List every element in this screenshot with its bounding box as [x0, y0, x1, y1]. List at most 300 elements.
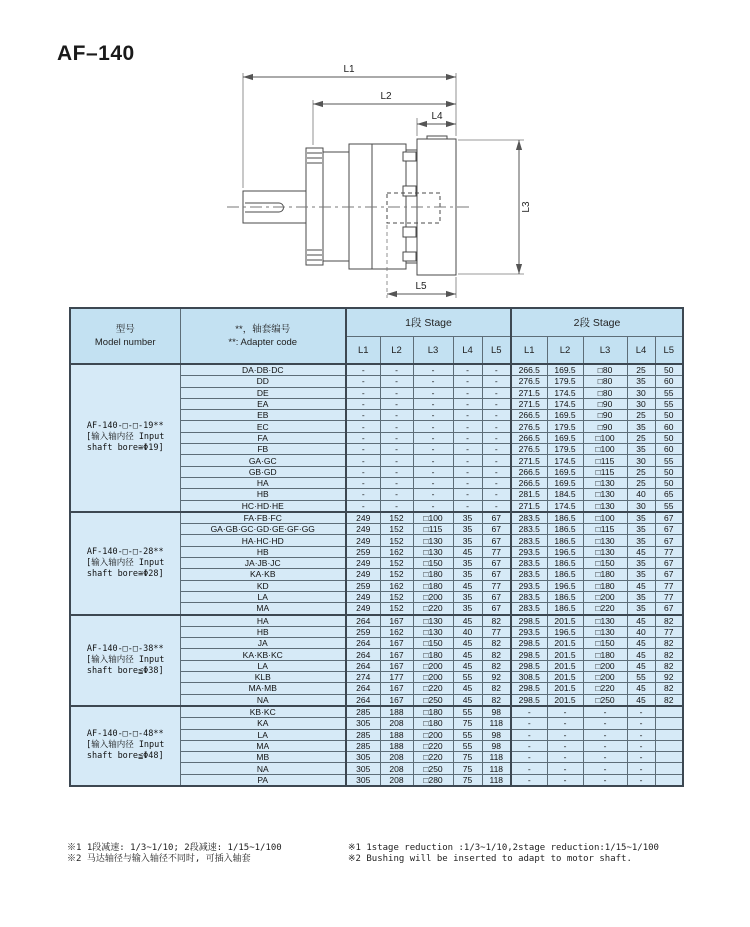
stage1-l4-cell: - — [453, 421, 482, 432]
model-cell: AF-140-□-□-48** [输入轴内径 Input shaft bore≦Φ48] — [70, 706, 180, 786]
stage1-l3-cell: □220 — [413, 683, 453, 694]
stage1-l5-cell: 77 — [482, 626, 511, 637]
stage1-l2-cell: 167 — [380, 649, 413, 660]
stage1-l5-cell: 77 — [482, 580, 511, 591]
stage1-l4-cell: 45 — [453, 615, 482, 627]
adapter-code-cell: DE — [180, 387, 346, 398]
stage1-l1-cell: 305 — [346, 774, 380, 786]
stage1-l1-cell: 249 — [346, 535, 380, 546]
stage2-l4-cell: 45 — [627, 615, 655, 627]
stage1-l5-cell: 77 — [482, 546, 511, 557]
stage2-l1-cell: - — [511, 752, 547, 763]
stage1-l5-cell: - — [482, 489, 511, 500]
stage1-l3-cell: - — [413, 364, 453, 376]
stage1-l1-cell: - — [346, 398, 380, 409]
stage2-l2-cell: 179.5 — [547, 444, 583, 455]
stage2-l4-cell: 45 — [627, 683, 655, 694]
stage1-l5-cell: 118 — [482, 752, 511, 763]
adapter-code-cell: GA·GB·GC·GD·GE·GF·GG — [180, 524, 346, 535]
stage1-l3-cell: □180 — [413, 718, 453, 729]
stage1-l2-cell: - — [380, 387, 413, 398]
stage2-l4-cell: - — [627, 740, 655, 751]
stage2-l4-cell: 35 — [627, 444, 655, 455]
stage1-l2-cell: - — [380, 466, 413, 477]
stage1-l1-cell: 259 — [346, 580, 380, 591]
stage1-l2-cell: 208 — [380, 752, 413, 763]
stage2-l5-cell: 50 — [655, 432, 683, 443]
stage2-l5-cell: 82 — [655, 649, 683, 660]
stage1-l5-cell: 67 — [482, 569, 511, 580]
header-s2-l2: L2 — [547, 337, 583, 365]
stage2-l5-cell: 92 — [655, 672, 683, 683]
stage1-l4-cell: 55 — [453, 729, 482, 740]
stage1-l5-cell: - — [482, 421, 511, 432]
stage1-l1-cell: 285 — [346, 729, 380, 740]
stage2-l3-cell: □250 — [583, 694, 627, 706]
stage1-l3-cell: □200 — [413, 591, 453, 602]
stage1-l5-cell: 118 — [482, 774, 511, 786]
header-adapter-en: **: Adapter code — [228, 337, 298, 348]
stage1-l3-cell: - — [413, 466, 453, 477]
stage1-l1-cell: - — [346, 376, 380, 387]
stage2-l4-cell: 45 — [627, 660, 655, 671]
stage2-l3-cell: - — [583, 763, 627, 774]
stage2-l5-cell: 50 — [655, 410, 683, 421]
stage2-l2-cell: 201.5 — [547, 649, 583, 660]
stage1-l3-cell: □130 — [413, 535, 453, 546]
stage2-l4-cell: 35 — [627, 376, 655, 387]
stage2-l4-cell: 30 — [627, 500, 655, 512]
stage1-l1-cell: - — [346, 410, 380, 421]
footnote-en-1: ※1 1stage reduction :1/3~1/10,2stage reduction:1/15~1/100 — [348, 843, 659, 853]
stage2-l1-cell: 276.5 — [511, 421, 547, 432]
stage2-l1-cell: 293.5 — [511, 580, 547, 591]
stage1-l5-cell: - — [482, 432, 511, 443]
stage1-l4-cell: - — [453, 432, 482, 443]
dim-label-l1: L1 — [343, 64, 355, 75]
adapter-code-cell: JA·JB·JC — [180, 558, 346, 569]
stage2-l2-cell: 174.5 — [547, 455, 583, 466]
stage1-l3-cell: □220 — [413, 603, 453, 615]
footnotes-en — [348, 843, 659, 865]
stage1-l5-cell: - — [482, 410, 511, 421]
stage2-l4-cell: 35 — [627, 512, 655, 524]
stage1-l2-cell: - — [380, 364, 413, 376]
stage2-l5-cell — [655, 718, 683, 729]
header-adapter-code — [180, 308, 346, 364]
stage2-l4-cell: 30 — [627, 387, 655, 398]
stage1-l4-cell: 45 — [453, 638, 482, 649]
stage1-l4-cell: - — [453, 444, 482, 455]
stage2-l1-cell: 298.5 — [511, 694, 547, 706]
stage2-l2-cell: - — [547, 752, 583, 763]
adapter-code-cell: HB — [180, 489, 346, 500]
stage1-l1-cell: 305 — [346, 763, 380, 774]
stage1-l3-cell: - — [413, 432, 453, 443]
stage1-l5-cell: - — [482, 477, 511, 488]
stage2-l5-cell: 82 — [655, 660, 683, 671]
stage1-l5-cell: 98 — [482, 729, 511, 740]
stage1-l5-cell: 98 — [482, 740, 511, 751]
adapter-code-cell: HB — [180, 546, 346, 557]
stage2-l4-cell: 30 — [627, 455, 655, 466]
stage2-l1-cell: 283.5 — [511, 569, 547, 580]
stage1-l2-cell: 188 — [380, 706, 413, 718]
stage2-l5-cell — [655, 706, 683, 718]
stage2-l4-cell: 35 — [627, 524, 655, 535]
stage2-l1-cell: 271.5 — [511, 455, 547, 466]
footnote-cn-1: ※1 1段减速: 1/3~1/10; 2段减速: 1/15~1/100 — [67, 843, 282, 853]
stage1-l4-cell: - — [453, 455, 482, 466]
stage2-l3-cell: □115 — [583, 524, 627, 535]
header-s1-l2: L2 — [380, 337, 413, 365]
stage2-l5-cell: 65 — [655, 489, 683, 500]
stage1-l4-cell: - — [453, 477, 482, 488]
stage2-l3-cell: □200 — [583, 660, 627, 671]
header-s1-l4: L4 — [453, 337, 482, 365]
stage1-l5-cell: - — [482, 398, 511, 409]
stage1-l2-cell: 167 — [380, 683, 413, 694]
stage2-l1-cell: 293.5 — [511, 546, 547, 557]
stage1-l2-cell: 177 — [380, 672, 413, 683]
stage2-l4-cell: 25 — [627, 364, 655, 376]
stage1-l5-cell: - — [482, 500, 511, 512]
stage2-l3-cell: □100 — [583, 512, 627, 524]
stage1-l5-cell: - — [482, 376, 511, 387]
stage2-l1-cell: 298.5 — [511, 683, 547, 694]
stage1-l3-cell: - — [413, 421, 453, 432]
stage1-l2-cell: - — [380, 421, 413, 432]
stage2-l2-cell: 169.5 — [547, 477, 583, 488]
adapter-code-cell: HA — [180, 477, 346, 488]
dimensions-table — [69, 307, 684, 787]
stage2-l3-cell: □80 — [583, 376, 627, 387]
stage1-l5-cell: 67 — [482, 558, 511, 569]
model-cell: AF-140-□-□-28** [输入轴内径 Input shaft bore≅Φ28] — [70, 512, 180, 615]
stage1-l4-cell: 35 — [453, 591, 482, 602]
stage2-l5-cell: 55 — [655, 500, 683, 512]
stage2-l1-cell: 271.5 — [511, 398, 547, 409]
stage1-l2-cell: 167 — [380, 694, 413, 706]
stage2-l4-cell: 25 — [627, 432, 655, 443]
stage1-l2-cell: 152 — [380, 569, 413, 580]
stage2-l3-cell: □180 — [583, 569, 627, 580]
adapter-code-cell: EC — [180, 421, 346, 432]
stage1-l1-cell: - — [346, 500, 380, 512]
stage2-l1-cell: 283.5 — [511, 558, 547, 569]
stage1-l2-cell: - — [380, 376, 413, 387]
stage1-l5-cell: 67 — [482, 603, 511, 615]
stage2-l3-cell: □130 — [583, 477, 627, 488]
stage2-l5-cell: 67 — [655, 603, 683, 615]
stage1-l3-cell: - — [413, 387, 453, 398]
stage2-l2-cell: 196.5 — [547, 546, 583, 557]
stage2-l2-cell: 196.5 — [547, 580, 583, 591]
stage1-l5-cell: 82 — [482, 615, 511, 627]
stage1-l1-cell: 305 — [346, 752, 380, 763]
stage1-l5-cell: 67 — [482, 524, 511, 535]
header-model-cn: 型号 — [115, 324, 135, 335]
stage1-l2-cell: 152 — [380, 558, 413, 569]
stage1-l2-cell: - — [380, 500, 413, 512]
stage1-l5-cell: 67 — [482, 535, 511, 546]
stage1-l1-cell: 249 — [346, 569, 380, 580]
dim-label-l4: L4 — [431, 111, 443, 122]
stage2-l1-cell: 298.5 — [511, 638, 547, 649]
stage2-l3-cell: □180 — [583, 580, 627, 591]
adapter-code-cell: DD — [180, 376, 346, 387]
stage1-l4-cell: - — [453, 500, 482, 512]
stage2-l2-cell: 169.5 — [547, 364, 583, 376]
stage2-l5-cell: 50 — [655, 477, 683, 488]
stage1-l2-cell: - — [380, 477, 413, 488]
stage1-l1-cell: - — [346, 444, 380, 455]
header-s2-l3: L3 — [583, 337, 627, 365]
stage2-l1-cell: 298.5 — [511, 660, 547, 671]
stage1-l5-cell: 67 — [482, 512, 511, 524]
stage1-l3-cell: □150 — [413, 558, 453, 569]
stage1-l1-cell: 285 — [346, 706, 380, 718]
adapter-code-cell: HC·HD·HE — [180, 500, 346, 512]
adapter-code-cell: JA — [180, 638, 346, 649]
stage2-l2-cell: 169.5 — [547, 432, 583, 443]
stage2-l3-cell: □80 — [583, 364, 627, 376]
stage2-l5-cell: 77 — [655, 580, 683, 591]
stage2-l2-cell: 186.5 — [547, 558, 583, 569]
stage1-l5-cell: 118 — [482, 763, 511, 774]
stage2-l5-cell — [655, 740, 683, 751]
stage2-l1-cell: 281.5 — [511, 489, 547, 500]
stage1-l3-cell: □280 — [413, 774, 453, 786]
stage1-l3-cell: □130 — [413, 546, 453, 557]
stage1-l2-cell: 167 — [380, 638, 413, 649]
stage2-l3-cell: □220 — [583, 683, 627, 694]
dimension-drawing — [183, 50, 583, 312]
stage2-l4-cell: - — [627, 752, 655, 763]
stage2-l1-cell: 271.5 — [511, 387, 547, 398]
stage2-l2-cell: 186.5 — [547, 591, 583, 602]
stage2-l4-cell: 45 — [627, 649, 655, 660]
stage1-l5-cell: 82 — [482, 683, 511, 694]
stage1-l3-cell: - — [413, 444, 453, 455]
stage2-l2-cell: - — [547, 740, 583, 751]
adapter-code-cell: MA·MB — [180, 683, 346, 694]
page-title: AF–140 — [57, 42, 135, 65]
stage2-l2-cell: 201.5 — [547, 615, 583, 627]
stage2-l4-cell: 25 — [627, 466, 655, 477]
stage1-l1-cell: 249 — [346, 591, 380, 602]
stage2-l4-cell: 35 — [627, 535, 655, 546]
stage2-l4-cell: 45 — [627, 638, 655, 649]
stage1-l2-cell: 167 — [380, 660, 413, 671]
adapter-code-cell: DA·DB·DC — [180, 364, 346, 376]
stage2-l3-cell: - — [583, 729, 627, 740]
stage1-l5-cell: 92 — [482, 672, 511, 683]
stage1-l4-cell: 55 — [453, 740, 482, 751]
stage2-l3-cell: □130 — [583, 546, 627, 557]
adapter-code-cell: LA — [180, 591, 346, 602]
stage2-l1-cell: - — [511, 706, 547, 718]
header-stage2: 2段 Stage — [511, 308, 683, 337]
stage2-l1-cell: - — [511, 774, 547, 786]
stage2-l2-cell: 201.5 — [547, 683, 583, 694]
model-cell: AF-140-□-□-19** [输入轴内径 Input shaft bore≅Φ19] — [70, 364, 180, 512]
stage2-l5-cell: 82 — [655, 694, 683, 706]
stage2-l1-cell: 283.5 — [511, 524, 547, 535]
dim-label-l2: L2 — [380, 91, 392, 102]
stage1-l5-cell: - — [482, 455, 511, 466]
stage2-l4-cell: 30 — [627, 398, 655, 409]
header-model-en: Model number — [94, 337, 156, 348]
stage2-l3-cell: □200 — [583, 591, 627, 602]
stage1-l3-cell: - — [413, 398, 453, 409]
stage1-l2-cell: 208 — [380, 763, 413, 774]
stage2-l3-cell: □115 — [583, 466, 627, 477]
stage1-l4-cell: 35 — [453, 558, 482, 569]
adapter-code-cell: KD — [180, 580, 346, 591]
adapter-code-cell: HA·HC·HD — [180, 535, 346, 546]
header-s2-l1: L1 — [511, 337, 547, 365]
stage2-l5-cell: 67 — [655, 535, 683, 546]
stage2-l1-cell: - — [511, 729, 547, 740]
stage1-l4-cell: 45 — [453, 580, 482, 591]
stage2-l3-cell: □115 — [583, 455, 627, 466]
stage1-l1-cell: 264 — [346, 638, 380, 649]
adapter-code-cell: KA·KB·KC — [180, 649, 346, 660]
stage2-l5-cell: 77 — [655, 591, 683, 602]
stage2-l5-cell: 50 — [655, 364, 683, 376]
header-model-number — [70, 308, 180, 364]
stage1-l2-cell: - — [380, 432, 413, 443]
adapter-code-cell: HB — [180, 626, 346, 637]
stage1-l1-cell: 264 — [346, 660, 380, 671]
stage1-l1-cell: - — [346, 387, 380, 398]
stage1-l1-cell: 249 — [346, 512, 380, 524]
stage2-l3-cell: □200 — [583, 672, 627, 683]
stage2-l5-cell: 67 — [655, 512, 683, 524]
stage1-l1-cell: - — [346, 466, 380, 477]
adapter-code-cell: FA·FB·FC — [180, 512, 346, 524]
stage1-l4-cell: - — [453, 376, 482, 387]
stage1-l1-cell: 259 — [346, 626, 380, 637]
stage1-l3-cell: □115 — [413, 524, 453, 535]
stage2-l5-cell — [655, 729, 683, 740]
stage2-l3-cell: □90 — [583, 398, 627, 409]
stage1-l1-cell: - — [346, 489, 380, 500]
stage2-l3-cell: □130 — [583, 489, 627, 500]
stage1-l4-cell: 75 — [453, 718, 482, 729]
header-stage1: 1段 Stage — [346, 308, 511, 337]
stage2-l5-cell — [655, 752, 683, 763]
stage1-l3-cell: □220 — [413, 740, 453, 751]
stage2-l1-cell: 293.5 — [511, 626, 547, 637]
stage2-l5-cell: 82 — [655, 638, 683, 649]
stage2-l4-cell: 35 — [627, 421, 655, 432]
stage1-l3-cell: - — [413, 477, 453, 488]
adapter-code-cell: GB·GD — [180, 466, 346, 477]
stage2-l2-cell: 186.5 — [547, 512, 583, 524]
stage2-l3-cell: □90 — [583, 421, 627, 432]
stage1-l1-cell: 264 — [346, 683, 380, 694]
stage2-l2-cell: 186.5 — [547, 569, 583, 580]
stage2-l5-cell: 55 — [655, 455, 683, 466]
stage1-l3-cell: - — [413, 376, 453, 387]
stage1-l3-cell: □220 — [413, 752, 453, 763]
stage2-l3-cell: □180 — [583, 649, 627, 660]
model-cell: AF-140-□-□-38** [输入轴内径 Input shaft bore≦Φ38] — [70, 615, 180, 706]
adapter-code-cell: NA — [180, 763, 346, 774]
stage2-l4-cell: 35 — [627, 591, 655, 602]
stage2-l2-cell: 184.5 — [547, 489, 583, 500]
stage2-l3-cell: - — [583, 740, 627, 751]
stage1-l5-cell: 82 — [482, 649, 511, 660]
stage1-l1-cell: 259 — [346, 546, 380, 557]
stage1-l3-cell: □180 — [413, 649, 453, 660]
stage1-l3-cell: □130 — [413, 615, 453, 627]
stage1-l2-cell: - — [380, 444, 413, 455]
adapter-code-cell: EB — [180, 410, 346, 421]
stage1-l3-cell: □180 — [413, 706, 453, 718]
stage1-l5-cell: 67 — [482, 591, 511, 602]
stage1-l2-cell: - — [380, 410, 413, 421]
stage1-l4-cell: - — [453, 387, 482, 398]
adapter-code-cell: LA — [180, 660, 346, 671]
stage1-l4-cell: 45 — [453, 683, 482, 694]
stage2-l2-cell: 201.5 — [547, 638, 583, 649]
stage2-l4-cell: 45 — [627, 580, 655, 591]
adapter-code-cell: KB·KC — [180, 706, 346, 718]
stage2-l5-cell: 55 — [655, 387, 683, 398]
header-s1-l5: L5 — [482, 337, 511, 365]
adapter-code-cell: KLB — [180, 672, 346, 683]
footnote-cn-2: ※2 马达轴径与输入轴径不同时, 可插入轴套 — [67, 854, 251, 864]
stage1-l4-cell: 55 — [453, 706, 482, 718]
stage2-l3-cell: - — [583, 718, 627, 729]
stage2-l5-cell: 67 — [655, 524, 683, 535]
stage1-l1-cell: - — [346, 455, 380, 466]
stage2-l5-cell: 82 — [655, 683, 683, 694]
stage2-l1-cell: - — [511, 718, 547, 729]
adapter-code-cell: PA — [180, 774, 346, 786]
stage1-l2-cell: 152 — [380, 603, 413, 615]
stage1-l2-cell: - — [380, 398, 413, 409]
stage2-l1-cell: 276.5 — [511, 376, 547, 387]
stage2-l5-cell: 55 — [655, 398, 683, 409]
stage2-l2-cell: 174.5 — [547, 387, 583, 398]
stage2-l4-cell: 35 — [627, 558, 655, 569]
stage2-l4-cell: 40 — [627, 626, 655, 637]
stage1-l5-cell: 82 — [482, 638, 511, 649]
stage2-l3-cell: □130 — [583, 500, 627, 512]
stage1-l2-cell: 208 — [380, 718, 413, 729]
header-s2-l5: L5 — [655, 337, 683, 365]
stage1-l4-cell: 35 — [453, 535, 482, 546]
stage2-l4-cell: 40 — [627, 489, 655, 500]
stage1-l5-cell: 118 — [482, 718, 511, 729]
stage1-l3-cell: □200 — [413, 660, 453, 671]
adapter-code-cell: MA — [180, 603, 346, 615]
stage1-l2-cell: - — [380, 455, 413, 466]
stage1-l2-cell: 162 — [380, 580, 413, 591]
stage1-l2-cell: 162 — [380, 546, 413, 557]
stage2-l2-cell: 201.5 — [547, 660, 583, 671]
stage2-l5-cell: 60 — [655, 421, 683, 432]
stage1-l4-cell: 75 — [453, 763, 482, 774]
stage2-l1-cell: 271.5 — [511, 500, 547, 512]
stage1-l4-cell: 45 — [453, 546, 482, 557]
stage2-l5-cell: 82 — [655, 615, 683, 627]
stage2-l1-cell: - — [511, 763, 547, 774]
